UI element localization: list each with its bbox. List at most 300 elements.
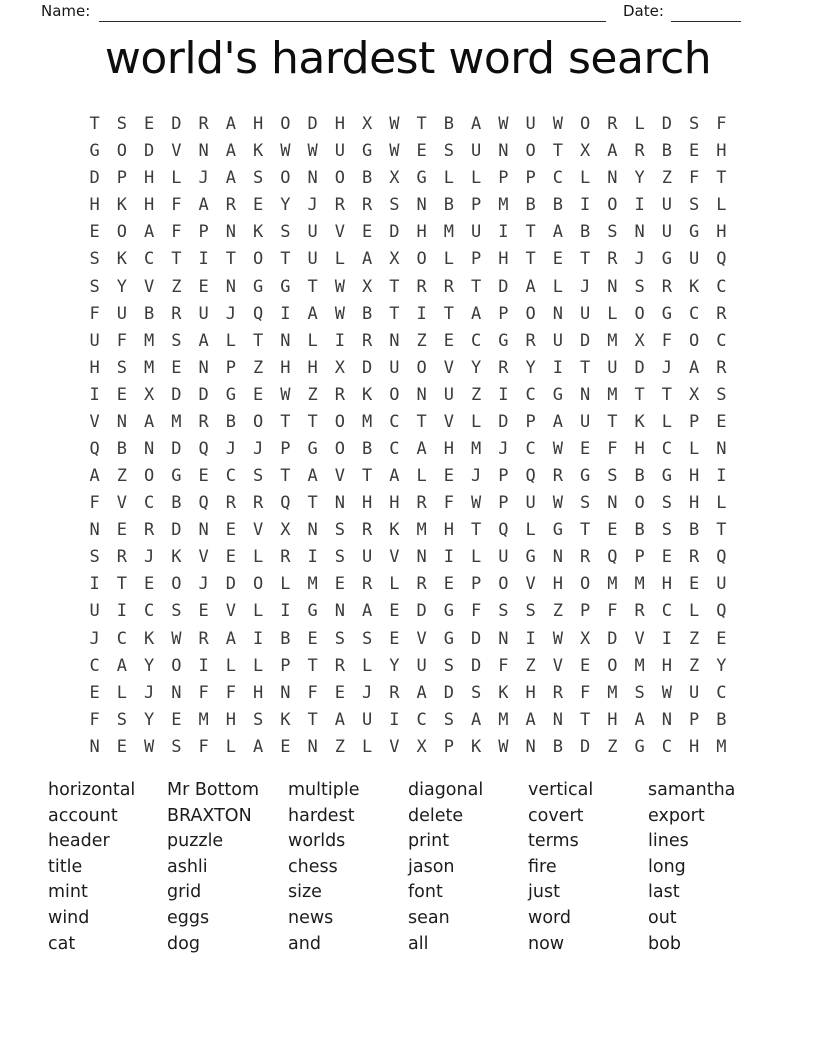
grid-cell: J xyxy=(362,682,373,703)
grid-cell: L xyxy=(525,520,536,541)
grid-cell: V xyxy=(443,357,454,378)
grid-cell: D xyxy=(144,141,155,162)
grid-cell: U xyxy=(580,303,591,324)
grid-cell: U xyxy=(498,547,509,568)
grid-cell: N xyxy=(716,438,727,459)
grid-cell: T xyxy=(389,303,400,324)
grid-cell: O xyxy=(416,357,427,378)
grid-cell: J xyxy=(225,438,236,459)
grid-cell: U xyxy=(471,141,482,162)
grid-cell: P xyxy=(689,709,700,730)
grid-cell: U xyxy=(471,222,482,243)
grid-cell: T xyxy=(416,411,427,432)
grid-cell: L xyxy=(552,276,563,297)
grid-cell: H xyxy=(498,249,509,270)
grid-cell: S xyxy=(116,357,127,378)
grid-cell: A xyxy=(198,330,209,351)
grid-cell: S xyxy=(607,222,618,243)
grid-cell: K xyxy=(634,411,645,432)
grid-cell: U xyxy=(362,709,373,730)
grid-cell: E xyxy=(198,276,209,297)
grid-cell: F xyxy=(689,168,700,189)
grid-cell: G xyxy=(580,466,591,487)
grid-cell: E xyxy=(171,709,182,730)
grid-cell: D xyxy=(171,114,182,135)
grid-cell: T xyxy=(307,655,318,676)
grid-cell: F xyxy=(171,222,182,243)
word-item: worlds xyxy=(288,831,346,852)
grid-cell: N xyxy=(389,330,400,351)
grid-cell: Y xyxy=(280,195,291,216)
grid-cell: I xyxy=(280,303,291,324)
grid-cell: E xyxy=(198,466,209,487)
grid-cell: N xyxy=(198,141,209,162)
grid-cell: I xyxy=(580,195,591,216)
word-item: title xyxy=(48,856,83,877)
grid-cell: C xyxy=(661,736,672,757)
grid-cell: T xyxy=(416,114,427,135)
grid-cell: E xyxy=(116,736,127,757)
grid-cell: G xyxy=(689,222,700,243)
grid-cell: U xyxy=(89,330,100,351)
grid-cell: O xyxy=(334,438,345,459)
grid-cell: K xyxy=(116,249,127,270)
grid-cell: R xyxy=(389,682,400,703)
grid-cell: L xyxy=(334,249,345,270)
grid-cell: T xyxy=(607,411,618,432)
grid-cell: C xyxy=(389,411,400,432)
grid-cell: I xyxy=(116,601,127,622)
grid-cell: H xyxy=(552,574,563,595)
grid-cell: E xyxy=(416,141,427,162)
word-item: export xyxy=(648,805,705,826)
grid-cell: B xyxy=(689,520,700,541)
grid-cell: Y xyxy=(471,357,482,378)
grid-cell: T xyxy=(525,249,536,270)
word-item: horizontal xyxy=(48,780,136,800)
grid-cell: F xyxy=(225,682,236,703)
grid-cell: G xyxy=(443,601,454,622)
grid-cell: V xyxy=(253,520,264,541)
name-input-line[interactable] xyxy=(99,1,606,22)
grid-cell: W xyxy=(389,141,400,162)
word-item: lines xyxy=(648,831,689,852)
grid-cell: T xyxy=(171,249,182,270)
grid-cell: K xyxy=(116,195,127,216)
grid-cell: C xyxy=(144,493,155,514)
grid-cell: M xyxy=(144,357,155,378)
grid-cell: A xyxy=(416,438,427,459)
grid-cell: G xyxy=(171,466,182,487)
word-item: print xyxy=(408,831,450,852)
grid-cell: A xyxy=(307,466,318,487)
grid-cell: M xyxy=(634,655,645,676)
word-item: font xyxy=(408,882,443,903)
grid-cell: M xyxy=(498,709,509,730)
grid-cell: S xyxy=(389,195,400,216)
grid-cell: A xyxy=(225,114,236,135)
grid-cell: I xyxy=(334,330,345,351)
grid-cell: E xyxy=(253,195,264,216)
grid-cell: O xyxy=(634,303,645,324)
grid-cell: D xyxy=(634,357,645,378)
grid-cell: S xyxy=(253,466,264,487)
grid-cell: X xyxy=(334,357,345,378)
grid-cell: G xyxy=(307,601,318,622)
grid-cell: S xyxy=(634,682,645,703)
grid-cell: R xyxy=(552,466,563,487)
grid-cell: K xyxy=(253,222,264,243)
grid-cell: L xyxy=(607,303,618,324)
grid-cell: U xyxy=(362,547,373,568)
grid-cell: Y xyxy=(144,655,155,676)
grid-cell: I xyxy=(198,655,209,676)
grid-cell: V xyxy=(525,574,536,595)
grid-cell: X xyxy=(580,628,591,649)
grid-cell: C xyxy=(144,249,155,270)
grid-cell: H xyxy=(416,222,427,243)
grid-cell: F xyxy=(443,493,454,514)
grid-cell: E xyxy=(389,628,400,649)
grid-cell: A xyxy=(416,682,427,703)
grid-cell: J xyxy=(198,168,209,189)
grid-cell: Y xyxy=(389,655,400,676)
grid-cell: E xyxy=(552,249,563,270)
grid-cell: Y xyxy=(634,168,645,189)
grid-cell: O xyxy=(253,411,264,432)
word-list-column xyxy=(48,778,166,957)
grid-cell: M xyxy=(443,222,454,243)
grid-cell: D xyxy=(471,628,482,649)
grid-cell: F xyxy=(498,655,509,676)
grid-cell: X xyxy=(634,330,645,351)
grid-cell: K xyxy=(389,520,400,541)
grid-cell: G xyxy=(498,330,509,351)
grid-cell: S xyxy=(171,736,182,757)
grid-cell: T xyxy=(307,709,318,730)
word-item: samantha xyxy=(648,780,736,800)
grid-cell: R xyxy=(225,195,236,216)
grid-cell: T xyxy=(280,249,291,270)
grid-cell: T xyxy=(307,276,318,297)
word-item: wind xyxy=(48,907,90,928)
grid-cell: U xyxy=(689,249,700,270)
grid-cell: Q xyxy=(716,601,727,622)
grid-cell: L xyxy=(253,547,264,568)
grid-cell: Q xyxy=(89,438,100,459)
grid-cell: Z xyxy=(689,628,700,649)
grid-cell: T xyxy=(253,330,264,351)
grid-cell: U xyxy=(661,222,672,243)
grid-cell: S xyxy=(116,709,127,730)
grid-cell: E xyxy=(443,330,454,351)
grid-cell: S xyxy=(89,249,100,270)
grid-cell: B xyxy=(443,195,454,216)
grid-cell: L xyxy=(253,601,264,622)
grid-cell: I xyxy=(661,628,672,649)
grid-cell: D xyxy=(225,574,236,595)
grid-cell: R xyxy=(198,628,209,649)
grid-cell: V xyxy=(416,628,427,649)
grid-cell: N xyxy=(525,736,536,757)
grid-cell: E xyxy=(716,411,727,432)
grid-cell: C xyxy=(716,330,727,351)
grid-cell: C xyxy=(116,628,127,649)
word-item: ashli xyxy=(167,856,208,877)
word-search-grid xyxy=(81,111,735,761)
grid-cell: W xyxy=(280,384,291,405)
grid-cell: E xyxy=(144,114,155,135)
grid-cell: M xyxy=(634,574,645,595)
grid-cell: I xyxy=(443,547,454,568)
grid-cell: E xyxy=(116,384,127,405)
grid-cell: L xyxy=(362,655,373,676)
grid-cell: T xyxy=(362,466,373,487)
grid-cell: J xyxy=(498,438,509,459)
grid-cell: P xyxy=(280,655,291,676)
grid-cell: I xyxy=(89,574,100,595)
grid-cell: R xyxy=(607,114,618,135)
grid-cell: M xyxy=(144,330,155,351)
grid-cell: S xyxy=(607,466,618,487)
grid-cell: V xyxy=(171,141,182,162)
grid-cell: E xyxy=(580,438,591,459)
grid-cell: J xyxy=(89,628,100,649)
grid-cell: W xyxy=(552,628,563,649)
word-item: news xyxy=(288,907,334,928)
grid-cell: N xyxy=(116,411,127,432)
grid-cell: Q xyxy=(716,547,727,568)
grid-cell: O xyxy=(607,195,618,216)
grid-cell: B xyxy=(443,114,454,135)
grid-cell: L xyxy=(253,655,264,676)
grid-cell: S xyxy=(689,195,700,216)
puzzle-title: world's hardest word search xyxy=(104,33,712,84)
grid-cell: P xyxy=(498,303,509,324)
grid-cell: O xyxy=(525,303,536,324)
grid-cell: G xyxy=(416,168,427,189)
grid-cell: R xyxy=(716,303,727,324)
grid-cell: L xyxy=(689,601,700,622)
grid-cell: A xyxy=(307,303,318,324)
grid-cell: F xyxy=(89,493,100,514)
grid-cell: E xyxy=(443,574,454,595)
grid-cell: N xyxy=(280,682,291,703)
grid-cell: C xyxy=(144,601,155,622)
grid-cell: Q xyxy=(280,493,291,514)
grid-cell: R xyxy=(661,276,672,297)
grid-cell: E xyxy=(198,601,209,622)
grid-cell: D xyxy=(471,655,482,676)
grid-cell: E xyxy=(580,655,591,676)
word-list-column xyxy=(167,778,285,957)
grid-cell: D xyxy=(307,114,318,135)
grid-cell: F xyxy=(471,601,482,622)
grid-cell: U xyxy=(580,411,591,432)
grid-cell: Y xyxy=(525,357,536,378)
grid-cell: R xyxy=(334,195,345,216)
grid-cell: M xyxy=(362,411,373,432)
word-item: terms xyxy=(528,831,579,852)
grid-cell: S xyxy=(253,709,264,730)
grid-cell: F xyxy=(116,330,127,351)
grid-cell: N xyxy=(198,357,209,378)
grid-cell: N xyxy=(171,682,182,703)
grid-cell: X xyxy=(362,276,373,297)
grid-cell: D xyxy=(171,438,182,459)
grid-cell: O xyxy=(144,466,155,487)
grid-cell: G xyxy=(525,547,536,568)
grid-cell: V xyxy=(225,601,236,622)
grid-cell: R xyxy=(552,682,563,703)
grid-cell: H xyxy=(689,736,700,757)
grid-cell: R xyxy=(362,330,373,351)
grid-cell: P xyxy=(689,411,700,432)
grid-cell: F xyxy=(580,682,591,703)
grid-cell: F xyxy=(171,195,182,216)
grid-cell: P xyxy=(580,601,591,622)
grid-cell: I xyxy=(525,628,536,649)
grid-cell: Q xyxy=(607,547,618,568)
grid-cell: V xyxy=(334,222,345,243)
grid-cell: H xyxy=(362,493,373,514)
grid-cell: E xyxy=(661,547,672,568)
grid-cell: O xyxy=(171,574,182,595)
grid-cell: M xyxy=(607,384,618,405)
word-item: now xyxy=(528,933,565,954)
grid-cell: O xyxy=(607,655,618,676)
grid-cell: B xyxy=(362,438,373,459)
grid-cell: W xyxy=(661,682,672,703)
grid-cell: O xyxy=(280,168,291,189)
grid-cell: T xyxy=(580,520,591,541)
grid-cell: H xyxy=(634,438,645,459)
grid-cell: Z xyxy=(661,168,672,189)
grid-cell: H xyxy=(225,709,236,730)
grid-cell: L xyxy=(716,195,727,216)
word-item: all xyxy=(408,933,429,954)
grid-cell: H xyxy=(443,438,454,459)
grid-cell: N xyxy=(144,438,155,459)
grid-cell: E xyxy=(253,384,264,405)
grid-cell: T xyxy=(580,249,591,270)
grid-cell: R xyxy=(689,547,700,568)
grid-cell: G xyxy=(552,520,563,541)
grid-cell: F xyxy=(716,114,727,135)
grid-cell: A xyxy=(144,411,155,432)
grid-cell: V xyxy=(389,547,400,568)
date-input-line[interactable] xyxy=(671,1,741,22)
grid-cell: Q xyxy=(198,493,209,514)
grid-cell: D xyxy=(580,736,591,757)
grid-cell: C xyxy=(89,655,100,676)
grid-cell: Y xyxy=(116,276,127,297)
grid-cell: S xyxy=(334,547,345,568)
grid-cell: T xyxy=(552,141,563,162)
grid-cell: U xyxy=(525,114,536,135)
grid-cell: I xyxy=(634,195,645,216)
grid-cell: B xyxy=(661,141,672,162)
grid-cell: G xyxy=(661,249,672,270)
grid-cell: A xyxy=(525,709,536,730)
grid-cell: R xyxy=(144,520,155,541)
grid-cell: R xyxy=(362,574,373,595)
grid-cell: S xyxy=(334,520,345,541)
grid-cell: P xyxy=(471,249,482,270)
word-item: out xyxy=(648,907,677,928)
grid-cell: R xyxy=(634,601,645,622)
grid-cell: H xyxy=(607,709,618,730)
grid-cell: R xyxy=(607,249,618,270)
grid-cell: S xyxy=(443,655,454,676)
grid-cell: E xyxy=(334,682,345,703)
grid-cell: U xyxy=(307,249,318,270)
grid-cell: X xyxy=(580,141,591,162)
grid-cell: H xyxy=(253,114,264,135)
grid-cell: J xyxy=(225,303,236,324)
grid-cell: O xyxy=(253,249,264,270)
grid-cell: N xyxy=(498,628,509,649)
grid-cell: V xyxy=(116,493,127,514)
grid-cell: P xyxy=(280,438,291,459)
grid-cell: U xyxy=(607,357,618,378)
grid-cell: R xyxy=(443,276,454,297)
grid-cell: H xyxy=(525,682,536,703)
grid-cell: G xyxy=(307,438,318,459)
grid-cell: O xyxy=(280,114,291,135)
grid-cell: A xyxy=(334,709,345,730)
grid-cell: J xyxy=(253,438,264,459)
grid-cell: L xyxy=(171,168,182,189)
grid-cell: R xyxy=(634,141,645,162)
grid-cell: P xyxy=(498,168,509,189)
word-item: chess xyxy=(288,856,338,877)
grid-cell: V xyxy=(334,466,345,487)
grid-cell: W xyxy=(171,628,182,649)
grid-cell: K xyxy=(144,628,155,649)
grid-cell: N xyxy=(225,222,236,243)
grid-cell: W xyxy=(498,736,509,757)
grid-cell: L xyxy=(416,466,427,487)
grid-cell: V xyxy=(198,547,209,568)
grid-cell: H xyxy=(89,195,100,216)
grid-cell: O xyxy=(116,141,127,162)
grid-cell: L xyxy=(225,330,236,351)
grid-cell: K xyxy=(362,384,373,405)
grid-cell: L xyxy=(443,249,454,270)
grid-cell: G xyxy=(661,303,672,324)
grid-cell: Q xyxy=(198,438,209,459)
grid-cell: R xyxy=(362,195,373,216)
grid-cell: S xyxy=(525,601,536,622)
grid-cell: S xyxy=(171,601,182,622)
grid-cell: O xyxy=(580,574,591,595)
grid-cell: H xyxy=(443,520,454,541)
grid-cell: H xyxy=(307,357,318,378)
grid-cell: I xyxy=(416,303,427,324)
word-item: hardest xyxy=(288,805,355,826)
grid-cell: T xyxy=(580,709,591,730)
grid-cell: E xyxy=(225,547,236,568)
grid-cell: R xyxy=(416,276,427,297)
grid-cell: B xyxy=(580,222,591,243)
grid-cell: H xyxy=(334,114,345,135)
grid-cell: A xyxy=(634,709,645,730)
grid-cell: U xyxy=(334,141,345,162)
grid-cell: A xyxy=(89,466,100,487)
grid-cell: D xyxy=(443,682,454,703)
grid-cell: W xyxy=(334,303,345,324)
